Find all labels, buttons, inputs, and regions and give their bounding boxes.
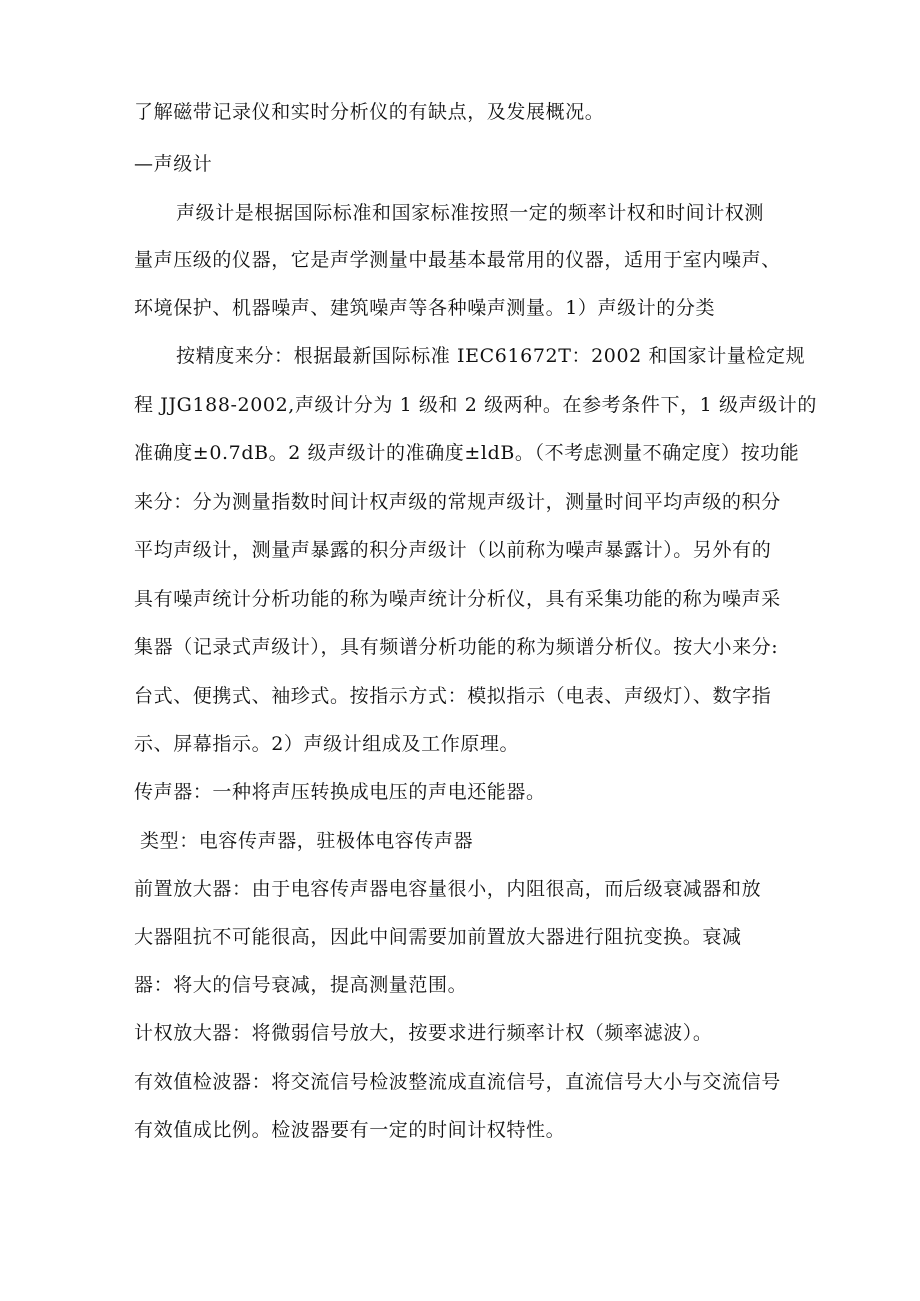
- text-line: 大器阻抗不可能很高，因此中间需要加前置放大器进行阻抗变换。衰减: [134, 926, 742, 948]
- text-line: 按精度来分：根据最新国际标准 IEC61672T：2002 和国家计量检定规: [176, 345, 806, 367]
- text-line: 具有噪声统计分析功能的称为噪声统计分析仪，具有采集功能的称为噪声采: [134, 588, 781, 610]
- text-line: 有效值检波器：将交流信号检波整流成直流信号，直流信号大小与交流信号: [134, 1071, 781, 1093]
- text-line: 计权放大器：将微弱信号放大，按要求进行频率计权（频率滤波）。: [134, 1022, 713, 1044]
- text-line: 集器（记录式声级计），具有频谱分析功能的称为频谱分析仪。按大小来分:: [134, 636, 779, 658]
- text-line: 准确度±0.7dB。2 级声级计的准确度±ldB。（不考虑测量不确定度）按功能: [134, 442, 800, 464]
- text-line: 前置放大器：由于电容传声器电容量很小，内阻很高，而后级衰减器和放: [134, 878, 762, 900]
- text-line: 平均声级计，测量声暴露的积分声级计（以前称为噪声暴露计）。另外有的: [134, 539, 772, 561]
- text-line: 有效值成比例。检波器要有一定的时间计权特性。: [134, 1119, 566, 1141]
- text-line: 程 JJG188-2002,声级计分为 1 级和 2 级两种。在参考条件下，1 级声级计的: [134, 394, 817, 416]
- text-line: 了解磁带记录仪和实时分析仪的有缺点，及发展概况。: [134, 101, 605, 123]
- text-line: 台式、便携式、袖珍式。按指示方式：模拟指示（电表、声级灯）、数字指: [134, 685, 772, 707]
- text-line: 量声压级的仪器，它是声学测量中最基本最常用的仪器，适用于室内噪声、: [134, 249, 781, 271]
- text-line: 类型：电容传声器，驻极体电容传声器: [140, 830, 474, 852]
- text-line: 示、屏幕指示。2）声级计组成及工作原理。: [134, 733, 520, 755]
- text-line: 环境保护、机器噪声、建筑噪声等各种噪声测量。1）声级计的分类: [134, 297, 716, 319]
- section-heading: —声级计: [134, 153, 213, 175]
- text-line: 声级计是根据国际标准和国家标准按照一定的频率计权和时间计权测: [176, 202, 765, 224]
- text-line: 传声器：一种将声压转换成电压的声电还能器。: [134, 781, 546, 803]
- text-line: 器：将大的信号衰减，提高测量范围。: [134, 974, 468, 996]
- text-line: 来分：分为测量指数时间计权声级的常规声级计，测量时间平均声级的积分: [134, 491, 781, 513]
